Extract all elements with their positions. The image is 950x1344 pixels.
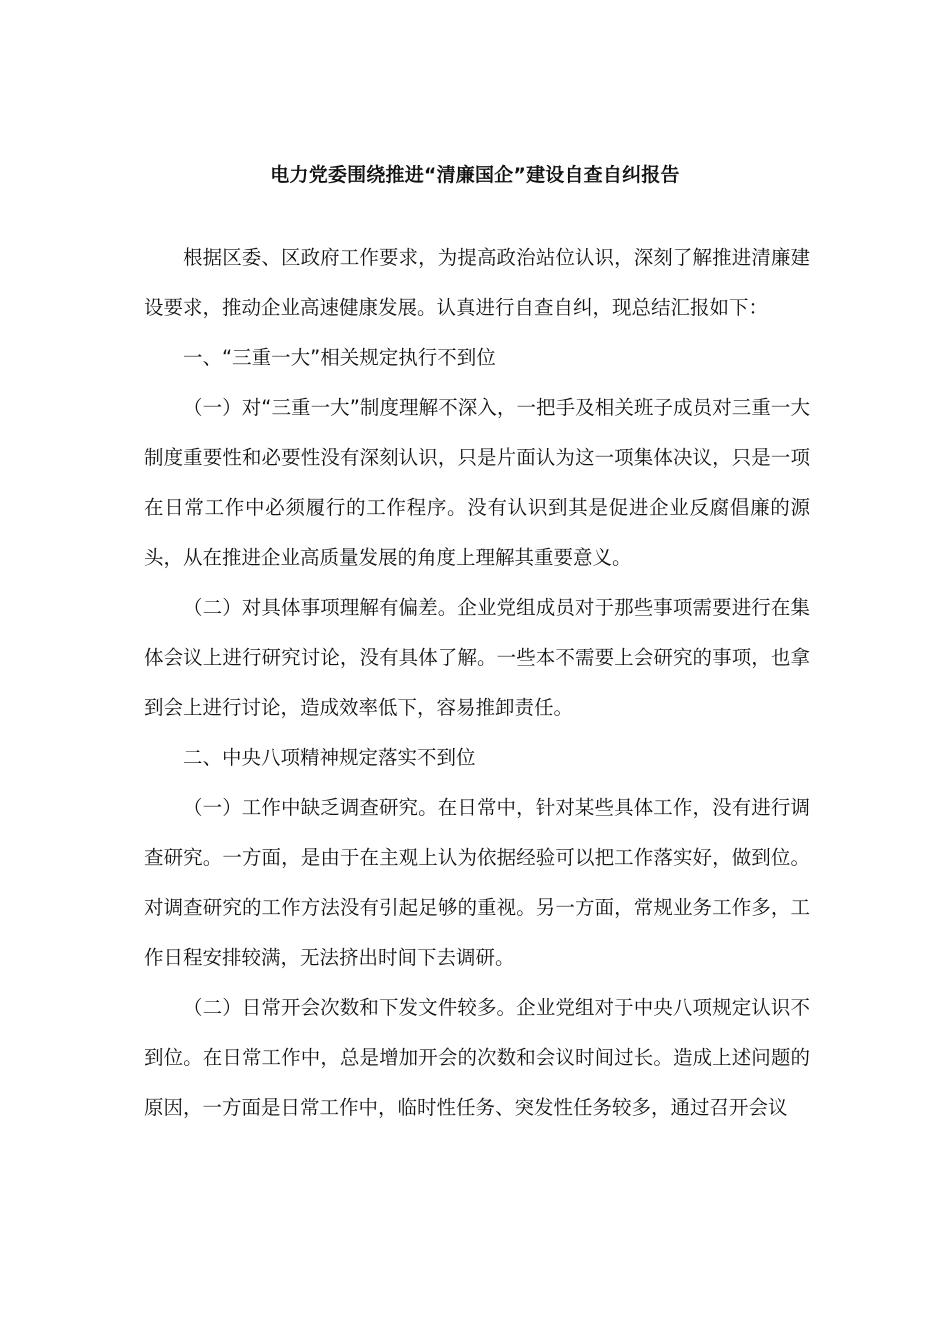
- document-body: [144, 233, 810, 1133]
- section-2-paragraph-2: （二）日常开会次数和下发文件较多。企业党组对于中央八项规定认识不到位。在日常工作中，总是增加开会的次数和会议时间过长。造成上述问题的原因，一方面是日常工作中，临时性任务、突发性任务较多，通过召开会议: [144, 996, 810, 1119]
- intro-paragraph: 根据区委、区政府工作要求，为提高政治站位认识，深刻了解推进清廉建设要求，推动企业高速健康发展。认真进行自查自纠，现总结汇报如下：: [144, 246, 810, 319]
- section-2-paragraph-1: （一）工作中缺乏调查研究。在日常中，针对某些具体工作，没有进行调查研究。一方面，是由于在主观上认为依据经验可以把工作落实好，做到位。对调查研究的工作方法没有引起足够的重视。另一方面，常规业务工作多，工作日程安排较满，无法挤出时间下去调研。: [144, 796, 810, 969]
- document-title: 电力党委围绕推进“清廉国企”建设自查自纠报告: [270, 164, 680, 186]
- section-1-paragraph-1: （一）对“三重一大”制度理解不深入，一把手及相关班子成员对三重一大制度重要性和必要性没有深刻认识，只是片面认为这一项集体决议，只是一项在日常工作中必须履行的工作程序。没有认识到其是促进企业反腐倡廉的源头，从在推进企业高质量发展的角度上理解其重要意义。: [144, 396, 810, 569]
- section-2-heading: 二、中央八项精神规定落实不到位: [183, 746, 476, 769]
- section-1-paragraph-2: （二）对具体事项理解有偏差。企业党组成员对于那些事项需要进行在集体会议上进行研究讨论，没有具体了解。一些本不需要上会研究的事项，也拿到会上进行讨论，造成效率低下，容易推卸责任。: [144, 596, 810, 719]
- section-1-heading: 一、“三重一大”相关规定执行不到位: [183, 346, 496, 369]
